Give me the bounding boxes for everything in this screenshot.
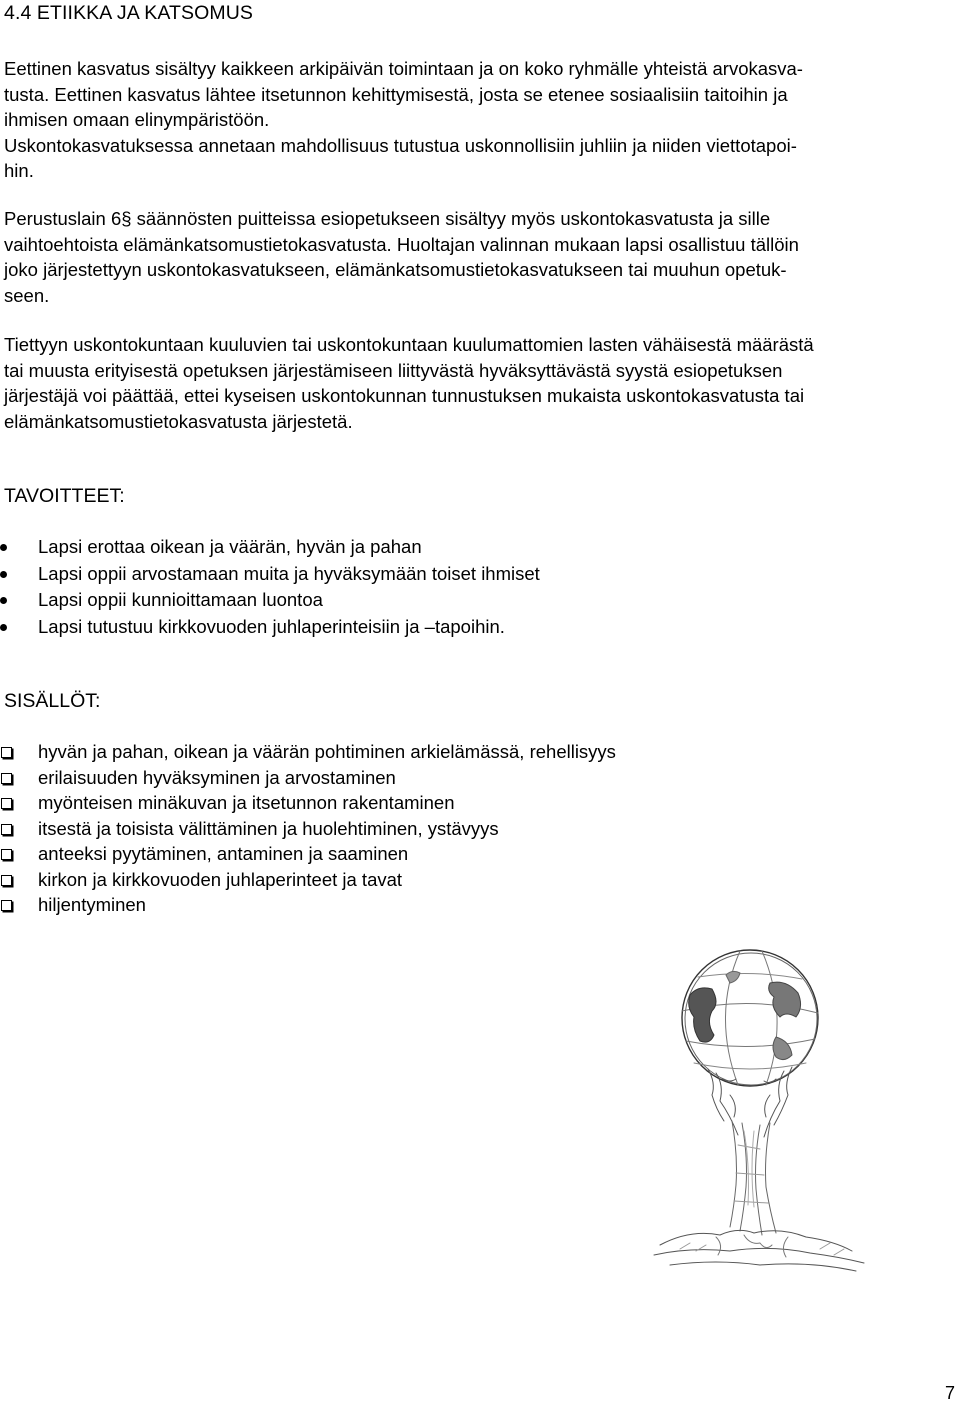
content-text: erilaisuuden hyväksyminen ja arvostaminen <box>38 766 396 788</box>
paragraph-constitution <box>4 206 954 308</box>
globe-icon <box>682 950 818 1086</box>
paragraph-line: ihmisen omaan elinympäristöön. <box>4 109 270 130</box>
list-item <box>0 614 540 641</box>
goals-heading: TAVOITTEET: <box>4 485 125 507</box>
content-text: hiljentyminen <box>38 894 146 915</box>
list-item <box>0 561 540 588</box>
checkbox-bullet-icon <box>1 824 12 835</box>
contents-heading: SISÄLLÖT: <box>4 690 101 712</box>
goal-text: Lapsi tutustuu kirkkovuoden juhlaperinteisiin ja –tapoihin. <box>38 615 505 637</box>
content-text: itsestä ja toisista välittäminen ja huolehtiminen, ystävyys <box>38 817 499 839</box>
paragraph-ethics-intro <box>4 56 954 184</box>
paragraph-line: elämänkatsomustietokasvatusta järjestetä. <box>4 410 353 432</box>
list-item <box>0 892 616 918</box>
content-text: kirkon ja kirkkovuoden juhlaperinteet ja tavat <box>38 868 403 890</box>
base-sketch <box>654 1230 864 1271</box>
checkbox-bullet-icon <box>1 900 12 911</box>
paragraph-line: Eettinen kasvatus sisältyy kaikkeen arkipäivän toimintaan ja on koko ryhmälle yhteistä arvokasva- <box>4 58 803 79</box>
list-item <box>0 587 540 614</box>
bullet-icon <box>0 544 7 551</box>
paragraph-line: seen. <box>4 284 50 306</box>
list-item <box>0 790 616 816</box>
list-item <box>0 534 540 561</box>
goal-text: Lapsi erottaa oikean ja väärän, hyvän ja pahan <box>38 536 422 557</box>
content-text: myönteisen minäkuvan ja itsetunnon rakentaminen <box>38 792 455 813</box>
list-item <box>0 739 616 765</box>
bullet-icon <box>0 571 7 578</box>
checkbox-bullet-icon <box>1 875 12 886</box>
list-item <box>0 816 616 842</box>
hands-holding-globe-sketch <box>620 945 920 1285</box>
paragraph-line: Uskontokasvatuksessa annetaan mahdollisuus tutustua uskonnollisiin juhliin ja niiden viettotapoi- <box>4 134 797 156</box>
goals-list <box>0 534 540 640</box>
checkbox-bullet-icon <box>1 798 12 809</box>
paragraph-line: tai muusta erityisestä opetuksen järjestämiseen liittyvästä hyväksyttävästä syystä esiopetuksen <box>4 359 783 381</box>
paragraph-religious-community <box>4 332 954 434</box>
paragraph-line: Perustuslain 6§ säännösten puitteissa esiopetukseen sisältyy myös uskontokasvatusta ja sille <box>4 208 771 229</box>
checkbox-bullet-icon <box>1 747 12 758</box>
arms-sketch <box>730 1121 776 1235</box>
paragraph-line: joko järjestettyyn uskontokasvatukseen, elämänkatsomustietokasvatukseen tai muuhun opetuk- <box>4 259 787 280</box>
list-item <box>0 841 616 867</box>
paragraph-line: vaihtoehtoista elämänkatsomustietokasvatusta. Huoltajan valinnan mukaan lapsi osallistuu tällöin <box>4 233 799 255</box>
page-number: 7 <box>944 1383 955 1403</box>
bullet-icon <box>0 597 7 604</box>
checkbox-bullet-icon <box>1 773 12 784</box>
section-heading: 4.4 ETIIKKA JA KATSOMUS <box>4 2 254 24</box>
paragraph-line: Tiettyyn uskontokuntaan kuuluvien tai uskontokuntaan kuulumattomien lasten vähäisestä määrästä <box>4 334 814 355</box>
paragraph-line: tusta. Eettinen kasvatus lähtee itsetunnon kehittymisestä, josta se etenee sosiaalisiin taitoihin ja <box>4 83 788 105</box>
list-item <box>0 867 616 893</box>
checkbox-bullet-icon <box>1 849 12 860</box>
goal-text: Lapsi oppii arvostamaan muita ja hyväksymään toiset ihmiset <box>38 562 540 584</box>
content-text: anteeksi pyytäminen, antaminen ja saaminen <box>38 843 409 864</box>
paragraph-line: hin. <box>4 160 34 181</box>
bullet-icon <box>0 624 7 631</box>
content-text: hyvän ja pahan, oikean ja väärän pohtiminen arkielämässä, rehellisyys <box>38 741 616 762</box>
contents-list <box>0 739 616 918</box>
list-item <box>0 765 616 791</box>
paragraph-line: järjestäjä voi päättää, ettei kyseisen uskontokunnan tunnustuksen mukaista uskontokasvatusta tai <box>4 385 805 406</box>
goal-text: Lapsi oppii kunnioittamaan luontoa <box>38 589 323 610</box>
